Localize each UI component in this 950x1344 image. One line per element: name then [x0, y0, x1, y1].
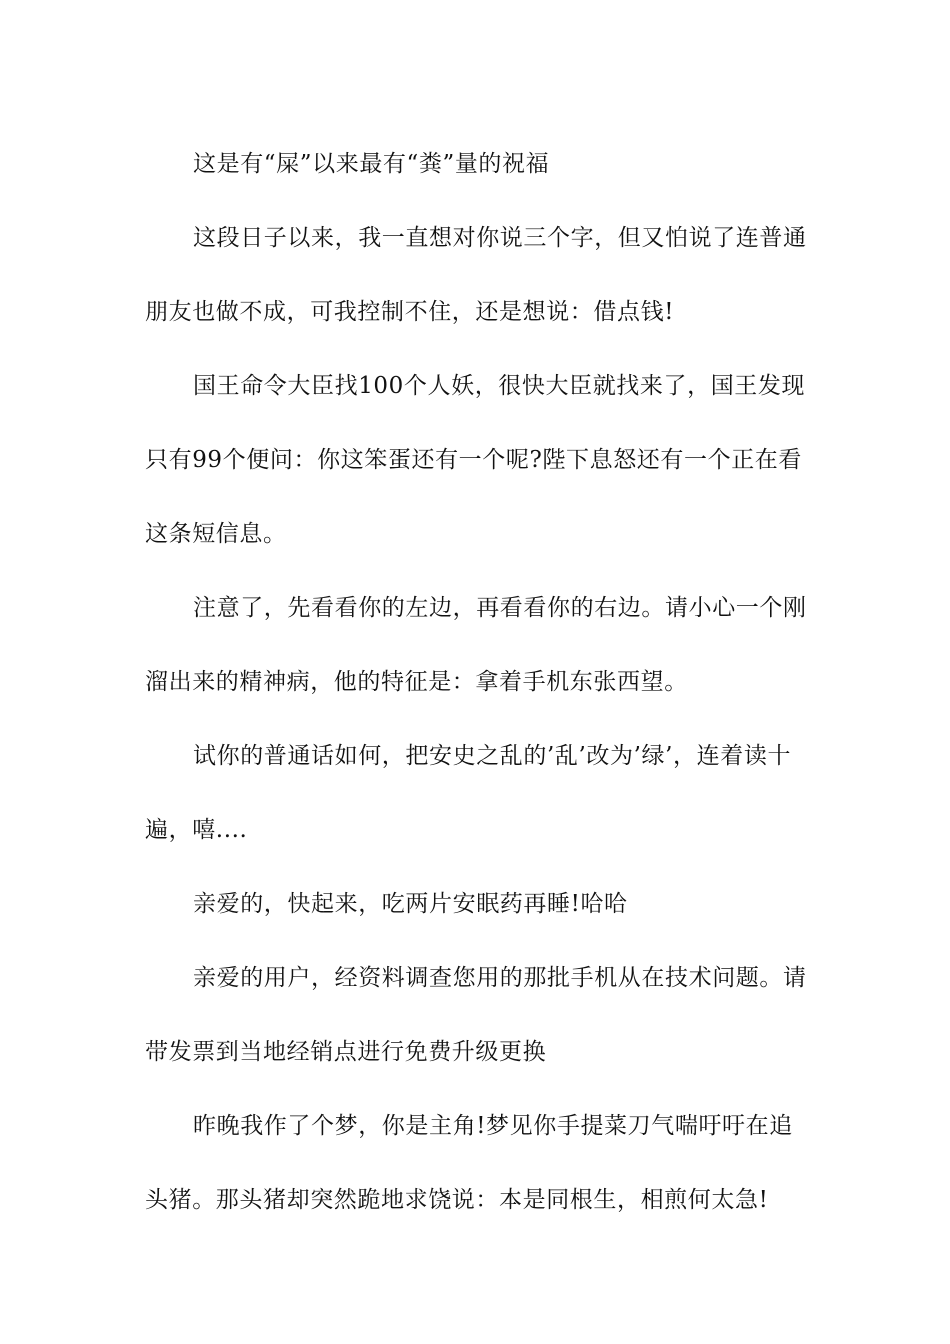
paragraph-7: 亲爱的用户，经资料调查您用的那批手机从在技术问题。请带发票到当地经销点进行免费升级更换: [145, 965, 807, 1065]
paragraph-4: 注意了，先看看你的左边，再看看你的右边。请小心一个刚溜出来的精神病，他的特征是：拿着手机东张西望。: [145, 595, 807, 695]
paragraph-5: 试你的普通话如何，把安史之乱的’乱’改为’绿’，连着读十遍，嘻....: [145, 743, 792, 843]
paragraph-8: 昨晚我作了个梦，你是主角!梦见你手提菜刀气喘吁吁在追头猪。那头猪却突然跪地求饶说：本是同根生，相煎何太急!: [145, 1113, 793, 1213]
paragraph-6: 亲爱的，快起来，吃两片安眠药再睡!哈哈: [193, 891, 628, 917]
document-body: [145, 127, 810, 1237]
paragraph-1: 这是有“屎”以来最有“粪”量的祝福: [193, 151, 550, 177]
paragraph-2: 这段日子以来，我一直想对你说三个字，但又怕说了连普通朋友也做不成，可我控制不住，还是想说：借点钱!: [145, 225, 807, 325]
paragraph-3: 国王命令大臣找100个人妖，很快大臣就找来了，国王发现只有99个便问：你这笨蛋还有一个呢?陛下息怒还有一个正在看这条短信息。: [145, 373, 806, 547]
